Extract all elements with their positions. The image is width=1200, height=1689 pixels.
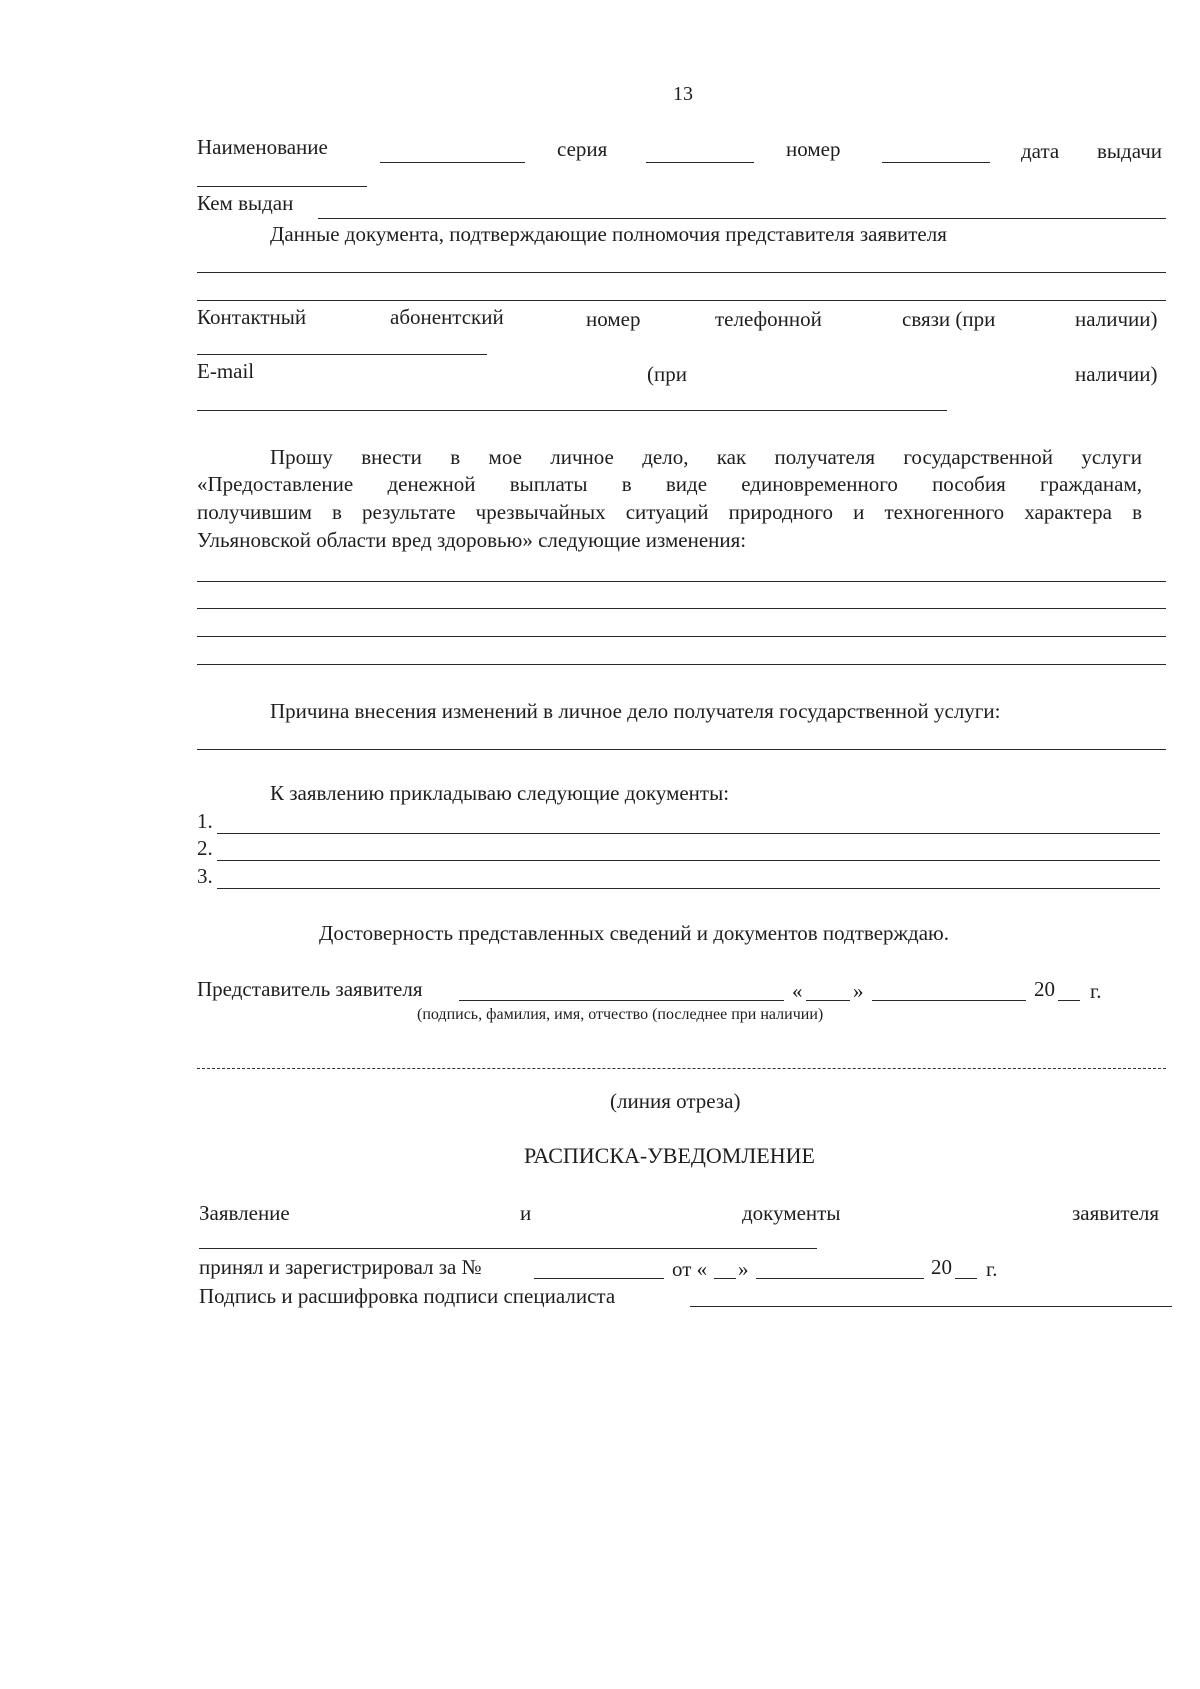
phone-blank[interactable] [197,354,487,355]
id-doc-series-label: серия [557,137,608,161]
rep-authority-blank-1[interactable] [197,272,1166,273]
signature-quote-open: « [792,979,803,1003]
cut-line [197,1068,1166,1069]
phone-word-3: номер [586,307,641,331]
changes-blank-3[interactable] [197,636,1166,637]
signature-year-blank[interactable] [1058,1000,1080,1001]
rep-authority-label: Данные документа, подтверждающие полномочия представителя заявителя [270,222,947,246]
id-doc-issue-date-blank[interactable] [197,186,367,187]
signature-blank[interactable] [459,1000,784,1001]
email-label: E-mail [197,359,255,383]
signature-month-blank[interactable] [872,1000,1026,1001]
request-line-2: «Предоставление денежной выплаты в виде единовременного пособия гражданам, [197,472,1142,496]
receipt-title: РАСПИСКА-УВЕДОМЛЕНИЕ [524,1143,815,1168]
signature-caption: (подпись, фамилия, имя, отчество (последнее при наличии) [417,1006,824,1023]
receipt-year-blank[interactable] [955,1278,977,1279]
receipt-year-prefix: 20 [931,1255,952,1279]
confirm-text: Достоверность представленных сведений и документов подтверждаю. [319,921,949,945]
id-doc-number-blank[interactable] [882,162,990,163]
receipt-year-suffix: г. [986,1257,998,1281]
request-line-3: получившим в результате чрезвычайных ситуаций природного и техногенного характера в [197,500,1142,524]
cut-line-label: (линия отреза) [610,1089,741,1113]
receipt-specialist-blank[interactable] [690,1306,1172,1307]
phone-word-2: абонентский [390,305,504,329]
changes-blank-2[interactable] [197,608,1166,609]
issued-by-label: Кем выдан [197,191,294,215]
id-doc-issue-label: выдачи [1097,139,1162,163]
id-doc-date-label: дата [1021,139,1060,163]
receipt-word-2: и [520,1201,532,1225]
receipt-day-blank[interactable] [714,1278,736,1279]
receipt-applicant-blank[interactable] [199,1248,817,1249]
id-doc-name-label: Наименование [197,135,328,159]
phone-word-4: телефонной [715,307,822,331]
reason-label: Причина внесения изменений в личное дело получателя государственной услуги: [270,699,1001,723]
receipt-registered-prefix: принял и зарегистрировал за № [199,1255,482,1279]
receipt-word-3: документы [742,1201,841,1225]
attachment-item-1-number: 1. [197,809,213,833]
phone-word-1: Контактный [197,305,307,329]
changes-blank-4[interactable] [197,664,1166,665]
id-doc-series-blank[interactable] [646,162,754,163]
changes-blank-1[interactable] [197,581,1166,582]
attachment-item-2-number: 2. [197,836,213,860]
email-end: наличии) [1075,362,1158,386]
attachment-item-1-blank[interactable] [217,833,1160,834]
receipt-specialist-label: Подпись и расшифровка подписи специалиста [199,1284,616,1308]
id-doc-name-blank[interactable] [380,162,525,163]
email-mid: (при [647,362,687,386]
receipt-word-4: заявителя [1072,1201,1160,1225]
signature-quote-close: » [853,979,864,1003]
receipt-word-1: Заявление [199,1201,290,1225]
page-number: 13 [673,83,693,105]
issued-by-blank[interactable] [318,218,1166,219]
receipt-from-close: » [738,1257,749,1281]
reason-blank[interactable] [197,749,1166,750]
attachment-item-3-blank[interactable] [217,888,1160,889]
id-doc-number-label: номер [786,137,841,161]
attachments-label: К заявлению прикладываю следующие документы: [270,781,730,805]
signature-day-blank[interactable] [806,1000,850,1001]
attachment-item-3-number: 3. [197,864,213,888]
phone-word-5: связи (при [902,307,996,331]
receipt-number-blank[interactable] [534,1278,664,1279]
receipt-month-blank[interactable] [756,1278,924,1279]
receipt-from-label: от « [672,1257,708,1281]
attachment-item-2-blank[interactable] [217,860,1160,861]
email-blank[interactable] [197,410,947,411]
request-line-4: Ульяновской области вред здоровью» следующие изменения: [197,528,747,552]
request-line-1: Прошу внести в мое личное дело, как получателя государственной услуги [270,445,1142,469]
signature-label: Представитель заявителя [197,977,423,1001]
signature-year-prefix: 20 [1034,977,1055,1001]
signature-year-suffix: г. [1090,979,1102,1003]
phone-word-6: наличии) [1075,307,1158,331]
rep-authority-blank-2[interactable] [197,300,1166,301]
